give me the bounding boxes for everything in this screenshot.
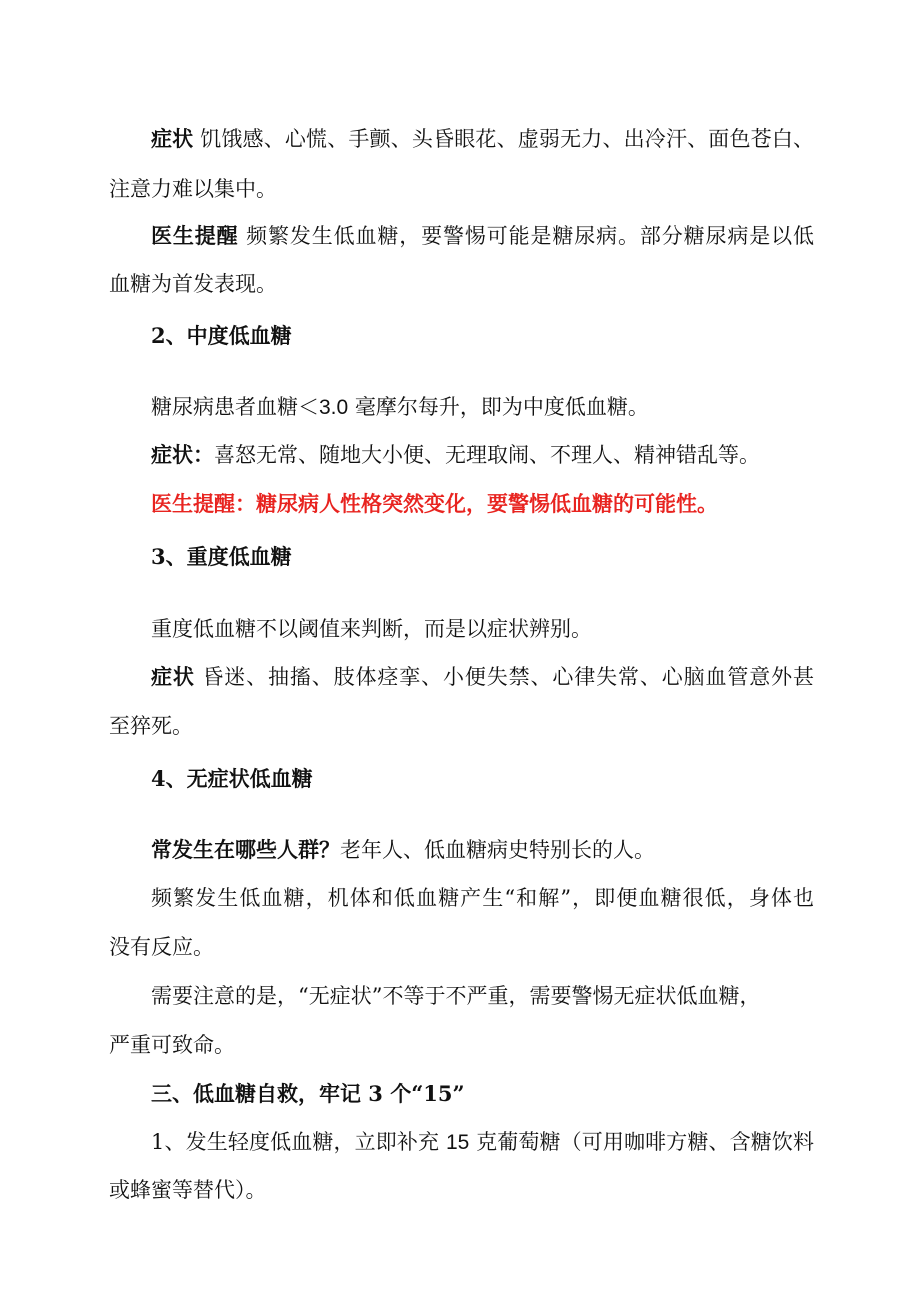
symptom-label: 症状 <box>151 126 194 151</box>
mild-symptoms-line2: 注意力难以集中。 <box>109 177 277 201</box>
mild-symptoms-line1 <box>151 126 814 152</box>
moderate-definition <box>151 394 814 421</box>
step1-grams-value: 15 <box>445 1131 470 1154</box>
asymptomatic-question-label: 常发生在哪些人群？ <box>151 837 340 862</box>
severe-symptoms-line2: 至猝死。 <box>109 714 193 738</box>
moderate-definition-prefix: 糖尿病患者血糖＜ <box>151 395 319 419</box>
mild-doctor-text: 频繁发生低血糖，要警惕可能是糖尿病。部分糖尿病是以低 <box>238 224 814 248</box>
heading-moderate: 2、中度低血糖 <box>151 323 292 348</box>
mild-doctor-line2: 血糖为首发表现。 <box>109 272 277 296</box>
asymptomatic-paragraph1-line2: 没有反应。 <box>109 935 214 959</box>
doctor-label: 医生提醒 <box>151 223 239 248</box>
heading-severe: 3、重度低血糖 <box>151 544 292 569</box>
moderate-threshold-value: 3.0 <box>319 396 349 419</box>
asymptomatic-question <box>151 837 814 863</box>
mild-doctor-line1 <box>151 223 814 249</box>
moderate-symptoms <box>151 442 814 468</box>
mild-symptoms-text: 饥饿感、心慌、手颤、头昏眼花、虚弱无力、出冷汗、面色苍白、 <box>193 127 814 151</box>
severe-definition: 重度低血糖不以阈值来判断，而是以症状辨别。 <box>151 617 592 641</box>
moderate-symptom-label: 症状： <box>151 442 214 467</box>
asymptomatic-paragraph2-line1: 需要注意的是，“无症状”不等于不严重，需要警惕无症状低血糖， <box>151 984 761 1008</box>
severe-symptom-text: 昏迷、抽搐、肢体痉挛、小便失禁、心律失常、心脑血管意外甚 <box>194 665 814 689</box>
asymptomatic-paragraph2-line2: 严重可致命。 <box>109 1033 235 1057</box>
heading-self-rescue: 三、低血糖自救，牢记 3 个“15” <box>151 1081 465 1106</box>
moderate-doctor-reminder: 医生提醒：糖尿病人性格突然变化，要警惕低血糖的可能性。 <box>151 491 718 516</box>
heading-asymptomatic: 4、无症状低血糖 <box>151 766 313 791</box>
step1-prefix: 1、发生轻度低血糖，立即补充 <box>151 1130 446 1154</box>
asymptomatic-question-answer: 老年人、低血糖病史特别长的人。 <box>340 838 655 862</box>
asymptomatic-paragraph1-line1: 频繁发生低血糖，机体和低血糖产生“和解”，即便血糖很低，身体也 <box>151 886 814 910</box>
self-rescue-step1-line1 <box>151 1129 814 1156</box>
moderate-symptom-text: 喜怒无常、随地大小便、无理取闹、不理人、精神错乱等。 <box>214 443 760 467</box>
severe-symptom-label: 症状 <box>151 664 195 689</box>
severe-symptoms-line1 <box>151 664 814 690</box>
moderate-definition-suffix: 毫摩尔每升，即为中度低血糖。 <box>348 395 649 419</box>
step1-suffix: 克葡萄糖（可用咖啡方糖、含糖饮料 <box>469 1130 814 1154</box>
self-rescue-step1-line2: 或蜂蜜等替代）。 <box>109 1178 267 1202</box>
